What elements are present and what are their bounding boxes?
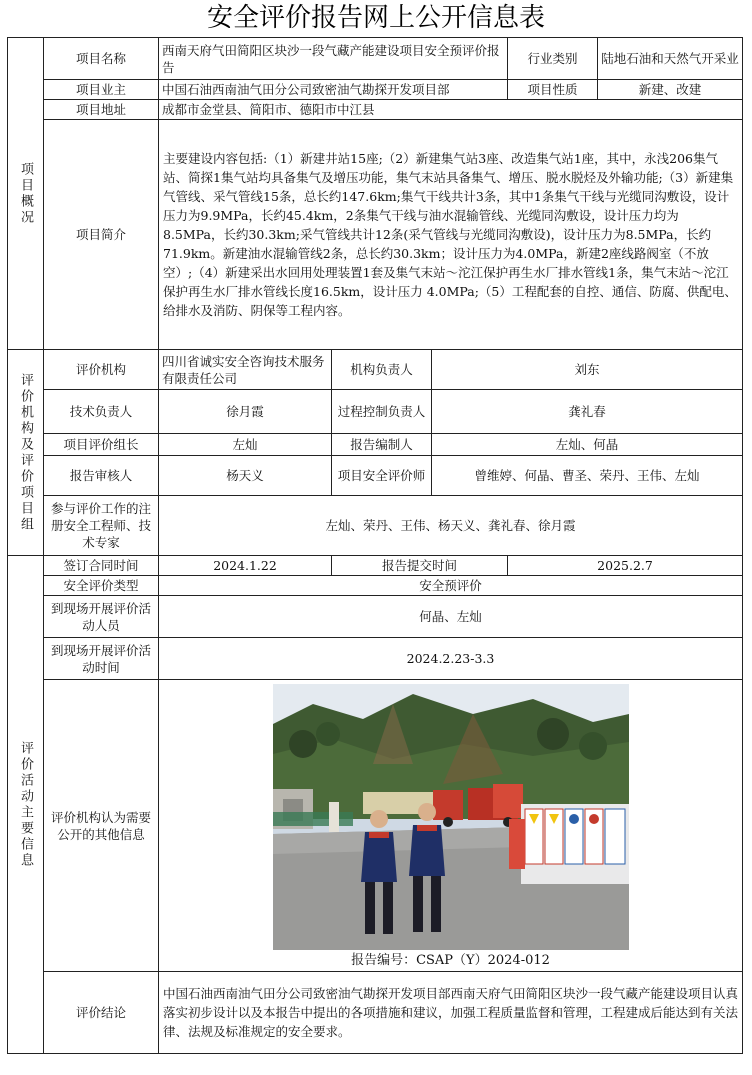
intro-value: 主要建设内容包括:（1）新建井站15座;（2）新建集气站3座、改造集气站1座，其中，永浅206集气站、简探1集气站均具备集气及增压功能，集气末站具备集气、增压、脱水脱烃及外输功能;（3）新建集气管线、采气管线15条，总长约147.6km;集气干线共计3条，其中1条集气干线与光缆同沟敷设，设计压力为9.9MPa，长约45.4km，2条集气干线与油水混输管线、光缆同沟敷设，设计压力均为8.5MPa，长约30.3km;采气管线共计12条(采气管线与光缆同沟敷设)，设计压力为8.5MPa，长约71.9km。新建油水混输管线2条，总长约30.3km；设计压力为4.0MPa，新建2座线路阀室（不放空）;（4）新建采出水回用处理装置1套及集气末站～沱江保护再生水厂排水管线1条，集气末站～沱江保护再生水厂排水管线长度16.5km，设计压力 4.0MPa;（5）工程配套的自控、通信、防腐、供配电、给排水及消防、阴保等工程内容。 bbox=[159, 120, 743, 350]
intro-label: 项目简介 bbox=[44, 120, 159, 350]
industry-label: 行业类别 bbox=[508, 38, 598, 80]
contract-label: 签订合同时间 bbox=[44, 556, 159, 576]
agency-value: 四川省诚实安全咨询技术服务有限责任公司 bbox=[159, 350, 332, 390]
leader-label: 项目评价组长 bbox=[44, 434, 159, 456]
nature-label: 项目性质 bbox=[508, 80, 598, 100]
report-number: 报告编号：CSAP（Y）2024-012 bbox=[351, 952, 550, 968]
conclusion-value: 中国石油西南油气田分公司致密油气勘探开发项目部西南天府气田简阳区块沙一段气藏产能建设项目认真落实初步设计以及本报告中提出的各项措施和建议，加强工程质量监督和管理，工程建成后能达到有关法律、法规及标准规定的安全要求。 bbox=[159, 972, 743, 1054]
engineers-value: 左灿、荣丹、王伟、杨天义、龚礼春、徐月霞 bbox=[159, 496, 743, 556]
time-value: 2024.2.23-3.3 bbox=[159, 638, 743, 680]
assessor-value: 曾维婷、何晶、曹圣、荣丹、王伟、左灿 bbox=[432, 456, 743, 496]
site-photo bbox=[273, 684, 629, 950]
people-label: 到现场开展评价活动人员 bbox=[44, 596, 159, 638]
submit-label: 报告提交时间 bbox=[332, 556, 508, 576]
tech-label: 技术负责人 bbox=[44, 390, 159, 434]
process-label: 过程控制负责人 bbox=[332, 390, 432, 434]
leader-value: 左灿 bbox=[159, 434, 332, 456]
section-activity: 评价活动主要信息 bbox=[8, 556, 44, 1054]
owner-value: 中国石油西南油气田分公司致密油气勘探开发项目部 bbox=[159, 80, 508, 100]
nature-value: 新建、改建 bbox=[598, 80, 743, 100]
page-title: 安全评价报告网上公开信息表 bbox=[206, 3, 545, 33]
section-overview: 项目概况 bbox=[8, 38, 44, 350]
section-org: 评价机构及评价项目组 bbox=[8, 350, 44, 556]
submit-value: 2025.2.7 bbox=[508, 556, 743, 576]
time-label: 到现场开展评价活动时间 bbox=[44, 638, 159, 680]
head-value: 刘东 bbox=[432, 350, 743, 390]
owner-label: 项目业主 bbox=[44, 80, 159, 100]
agency-label: 评价机构 bbox=[44, 350, 159, 390]
address-label: 项目地址 bbox=[44, 100, 159, 120]
process-value: 龚礼春 bbox=[432, 390, 743, 434]
reviewer-value: 杨天义 bbox=[159, 456, 332, 496]
type-value: 安全预评价 bbox=[159, 576, 743, 596]
reviewer-label: 报告审核人 bbox=[44, 456, 159, 496]
assessor-label: 项目安全评价师 bbox=[332, 456, 432, 496]
writer-label: 报告编制人 bbox=[332, 434, 432, 456]
info-table bbox=[7, 37, 743, 1054]
people-value: 何晶、左灿 bbox=[159, 596, 743, 638]
type-label: 安全评价类型 bbox=[44, 576, 159, 596]
industry-value: 陆地石油和天然气开采业 bbox=[598, 38, 743, 80]
conclusion-label: 评价结论 bbox=[44, 972, 159, 1054]
address-value: 成都市金堂县、简阳市、德阳市中江县 bbox=[159, 100, 743, 120]
writer-value: 左灿、何晶 bbox=[432, 434, 743, 456]
project-name-value: 西南天府气田简阳区块沙一段气藏产能建设项目安全预评价报告 bbox=[159, 38, 508, 80]
public-info-label: 评价机构认为需要公开的其他信息 bbox=[44, 680, 159, 972]
tech-value: 徐月霞 bbox=[159, 390, 332, 434]
project-name-label: 项目名称 bbox=[44, 38, 159, 80]
engineers-label: 参与评价工作的注册安全工程师、技术专家 bbox=[44, 496, 159, 556]
head-label: 机构负责人 bbox=[332, 350, 432, 390]
contract-value: 2024.1.22 bbox=[159, 556, 332, 576]
